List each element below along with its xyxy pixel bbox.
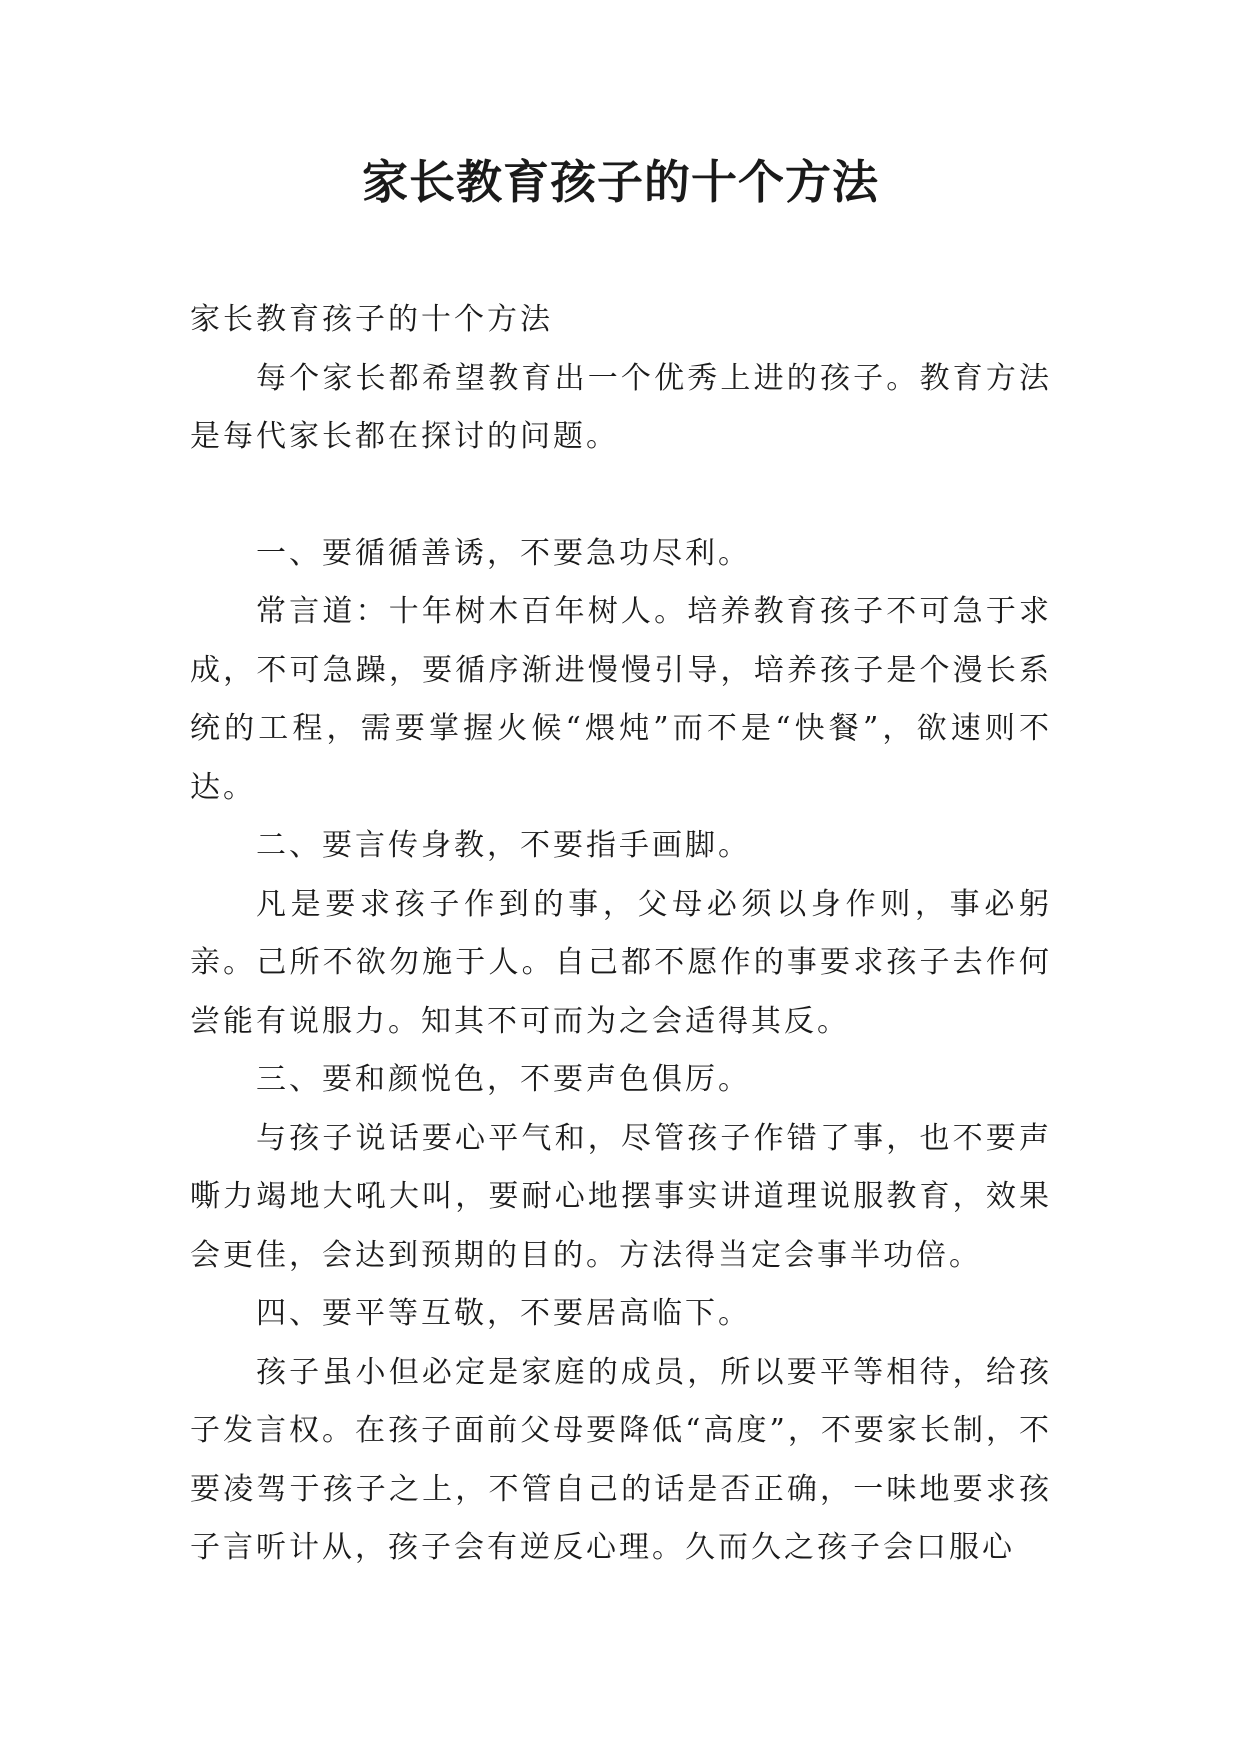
section-heading-4: 四、要平等互敬，不要居高临下。 xyxy=(256,1296,751,1331)
section-body-2: 凡是要求孩子作到的事，父母必须以身作则，事必躬亲。己所不欲勿施于人。自己都不愿作的事要求孩子去作何尝能有说服力。知其不可而为之会适得其反。 xyxy=(190,886,1052,1039)
document-body xyxy=(190,291,1052,1578)
section-heading-1: 一、要循循善诱，不要急功尽利。 xyxy=(256,535,751,571)
section-heading-3: 三、要和颜悦色，不要声色俱厉。 xyxy=(256,1062,751,1097)
intro-paragraph: 每个家长都希望教育出一个优秀上进的孩子。教育方法是每代家长都在探讨的问题。 xyxy=(190,360,1052,454)
section-body-4: 孩子虽小但必定是家庭的成员，所以要平等相待，给孩子发言权。在孩子面前父母要降低“高度”，不要家长制，不要凌驾于孩子之上，不管自己的话是否正确，一味地要求孩子言听计从，孩子会有逆反心理。久而久之孩子会口服心 xyxy=(190,1354,1052,1565)
section-body-1: 常言道：十年树木百年树人。培养教育孩子不可急于求成，不可急躁，要循序渐进慢慢引导，培养孩子是个漫长系统的工程，需要掌握火候“煨炖”而不是“快餐”，欲速则不达。 xyxy=(190,594,1052,805)
section-body-3: 与孩子说话要心平气和，尽管孩子作错了事，也不要声嘶力竭地大吼大叫，要耐心地摆事实讲道理说服教育，效果会更佳，会达到预期的目的。方法得当定会事半功倍。 xyxy=(190,1120,1052,1273)
section-heading-2: 二、要言传身教，不要指手画脚。 xyxy=(256,828,751,863)
document-subtitle: 家长教育孩子的十个方法 xyxy=(190,302,553,337)
document-title: 家长教育孩子的十个方法 xyxy=(362,155,879,209)
